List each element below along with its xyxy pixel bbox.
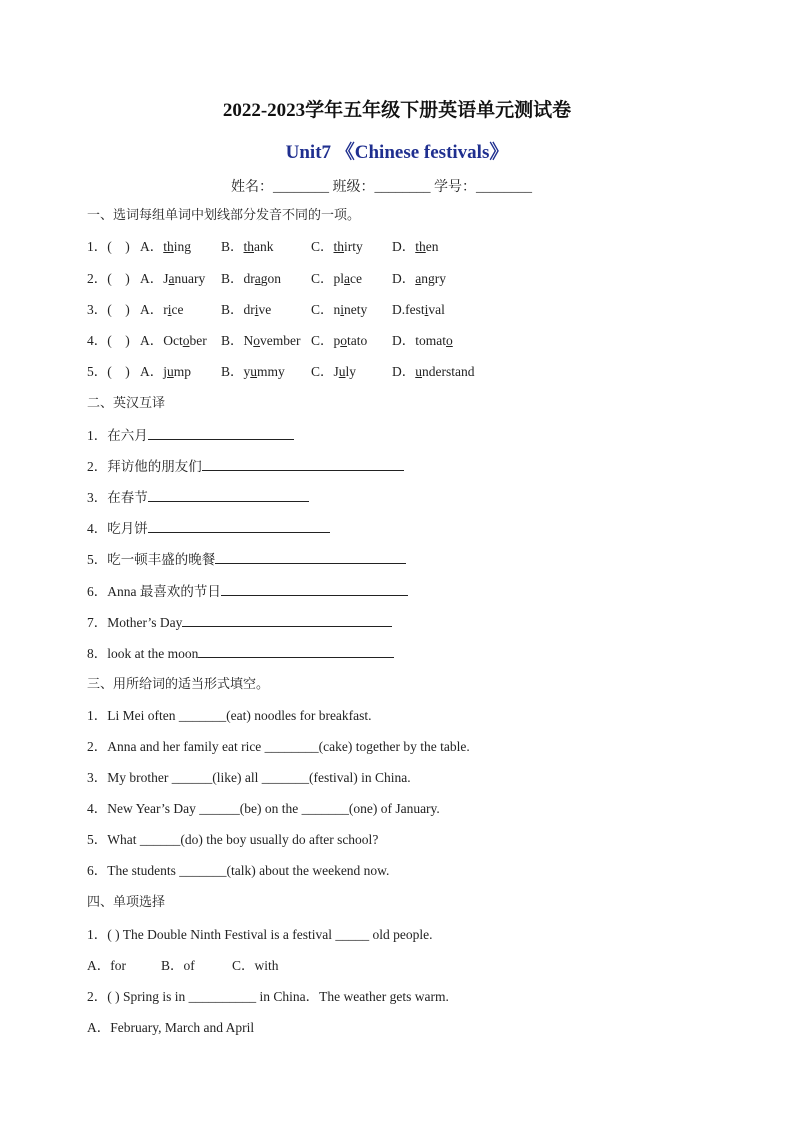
option-a[interactable]: A．rice <box>140 302 184 317</box>
translation-item <box>87 644 394 663</box>
question-number: 5．( ) <box>87 364 130 379</box>
fill-in-item: 6．The students _______(talk) about the weekend now. <box>87 863 390 878</box>
option-b[interactable]: B．thank <box>221 239 274 254</box>
option-b[interactable]: B．dragon <box>221 271 281 286</box>
option-a[interactable]: A．January <box>140 271 206 286</box>
choice-question: 1．( ) The Double Ninth Festival is a festival _____ old people. <box>87 927 433 942</box>
option-c[interactable]: C．ninety <box>311 302 368 317</box>
translation-prompt: 8．look at the moon <box>87 646 199 661</box>
choice-question: 2．( ) Spring is in __________ in China．The weather gets warm. <box>87 989 449 1004</box>
answer-blank[interactable] <box>148 488 309 502</box>
section1-heading: 一、选词每组单词中划线部分发音不同的一项。 <box>87 208 361 223</box>
option-c[interactable]: C．with <box>232 958 279 973</box>
translation-item <box>87 457 404 476</box>
translation-item <box>87 426 294 445</box>
translation-item <box>87 613 392 632</box>
translation-prompt: 3．在春节 <box>87 490 148 505</box>
option-a[interactable]: A．February, March and April <box>87 1020 255 1035</box>
translation-prompt: 5．吃一顿丰盛的晚餐 <box>87 552 216 567</box>
answer-blank[interactable] <box>202 457 404 471</box>
section2-heading: 二、英汉互译 <box>87 396 166 411</box>
fill-in-item: 3．My brother ______(like) all _______(festival) in China. <box>87 770 411 785</box>
fill-in-item: 1．Li Mei often _______(eat) noodles for breakfast. <box>87 708 372 723</box>
translation-item <box>87 550 406 569</box>
option-d[interactable]: D.festival <box>392 302 445 317</box>
translation-item <box>87 519 330 538</box>
option-a[interactable]: A．thing <box>140 239 192 254</box>
question-number: 3．( ) <box>87 302 130 317</box>
translation-prompt: 6．Anna 最喜欢的节日 <box>87 584 221 599</box>
option-d[interactable]: D．understand <box>392 364 475 379</box>
option-d[interactable]: D．angry <box>392 271 446 286</box>
question-number: 1．( ) <box>87 239 130 254</box>
translation-item <box>87 582 408 601</box>
option-a[interactable]: A．October <box>140 333 207 348</box>
section3-heading: 三、用所给词的适当形式填空。 <box>87 677 270 692</box>
fill-in-item: 4．New Year’s Day ______(be) on the _______(one) of January. <box>87 801 440 816</box>
option-d[interactable]: D．then <box>392 239 439 254</box>
option-b[interactable]: B．of <box>161 958 195 973</box>
translation-prompt: 2．拜访他的朋友们 <box>87 459 202 474</box>
answer-blank[interactable] <box>148 519 330 533</box>
option-b[interactable]: B．November <box>221 333 301 348</box>
fill-in-item: 5．What ______(do) the boy usually do after school? <box>87 832 379 847</box>
answer-blank[interactable] <box>148 426 294 440</box>
question-number: 2．( ) <box>87 271 130 286</box>
option-a[interactable]: A．for <box>87 958 126 973</box>
answer-blank[interactable] <box>221 582 408 596</box>
section4-heading: 四、单项选择 <box>87 895 166 910</box>
option-b[interactable]: B．yummy <box>221 364 285 379</box>
option-c[interactable]: C．thirty <box>311 239 363 254</box>
translation-prompt: 4．吃月饼 <box>87 521 148 536</box>
page-title: 2022-2023学年五年级下册英语单元测试卷 <box>222 100 572 121</box>
option-d[interactable]: D．tomato <box>392 333 453 348</box>
student-info: 姓名：________ 班级：________ 学号：________ <box>231 180 532 195</box>
answer-blank[interactable] <box>182 613 392 627</box>
question-number: 4．( ) <box>87 333 130 348</box>
translation-prompt: 1．在六月 <box>87 428 148 443</box>
answer-blank[interactable] <box>198 644 394 658</box>
page-subtitle: Unit7 《Chinese festivals》 <box>285 142 509 163</box>
option-c[interactable]: C．July <box>311 364 357 379</box>
fill-in-item: 2．Anna and her family eat rice ________(cake) together by the table. <box>87 739 470 754</box>
choice-options <box>87 957 279 975</box>
option-b[interactable]: B．drive <box>221 302 272 317</box>
translation-item <box>87 488 309 507</box>
option-a[interactable]: A．jump <box>140 364 192 379</box>
answer-blank[interactable] <box>215 550 406 564</box>
option-c[interactable]: C．potato <box>311 333 368 348</box>
translation-prompt: 7．Mother’s Day <box>87 615 183 630</box>
option-c[interactable]: C．place <box>311 271 362 286</box>
